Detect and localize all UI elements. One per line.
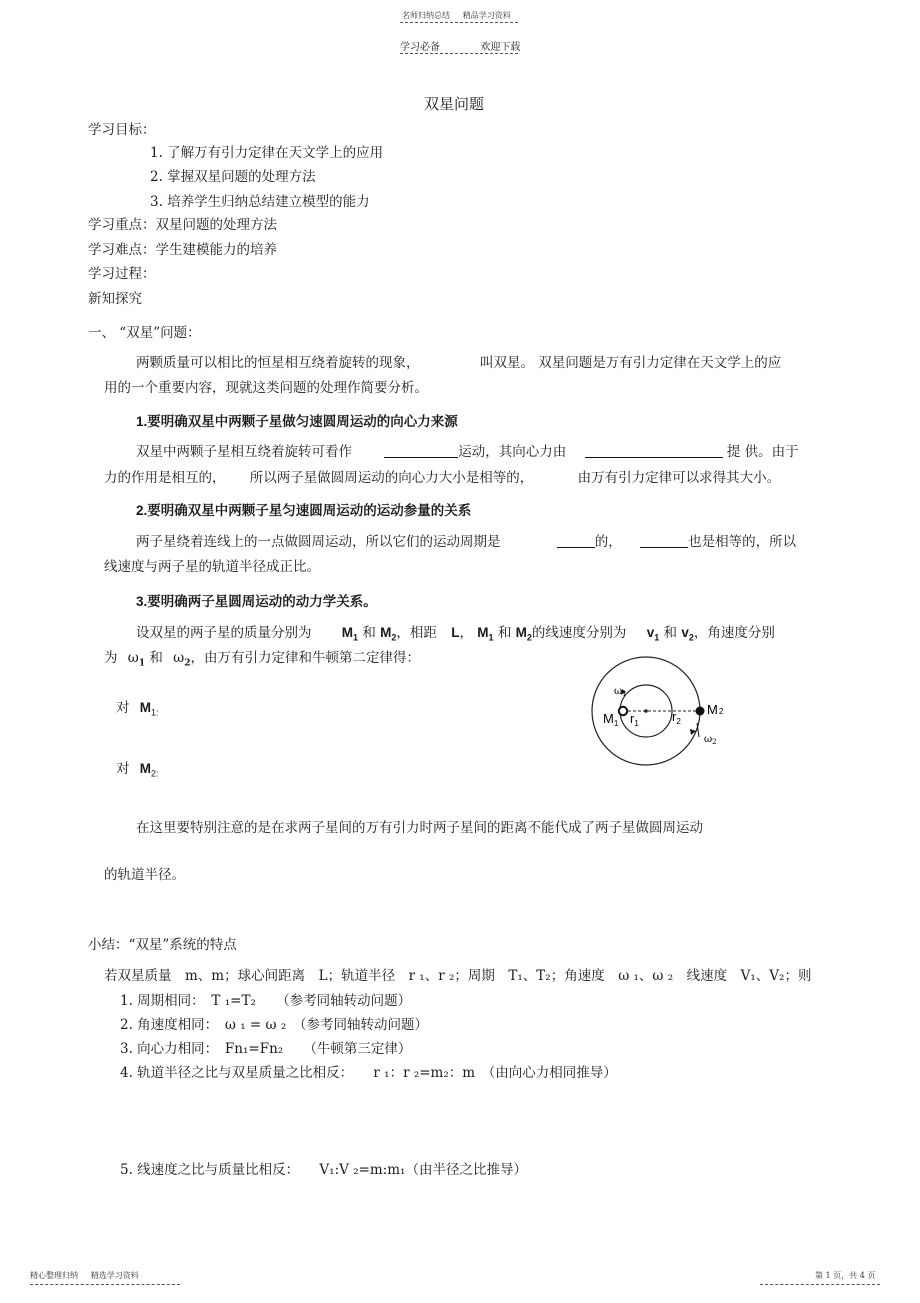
p3-text-and-2: 和: [663, 625, 678, 641]
blank-force-source[interactable]: [585, 443, 723, 458]
note-line-b: 的轨道半径。: [104, 867, 185, 883]
p2-text-b: 的，: [594, 534, 622, 550]
symbol-v2: v: [681, 625, 689, 640]
symbol-v1: v: [646, 625, 655, 640]
p1-text-a: 双星中两颗子星相互绕着旋转可看作: [136, 444, 352, 460]
point-1-title-text: 要明确双星中两颗子星做匀速圆周运动的向心力来源: [147, 414, 458, 430]
summary-item: 2. 角速度相同： ω ₁ = ω ₂ （参考同轴转动问题）: [120, 1017, 428, 1033]
symbol-v2-sub: 2: [688, 632, 694, 643]
p3-text-a: 设双星的两子星的质量分别为: [136, 625, 312, 641]
p3-text-c: ，相距: [396, 625, 437, 641]
symbol-m2-sub: 2: [391, 632, 397, 643]
objectives-label: 学习目标：: [88, 122, 156, 138]
p1-text-e: 所以两子星做圆周运动的向心力大小是相等的，: [249, 470, 534, 486]
header-second: [400, 38, 520, 53]
label-omega-2: $\omega_2$: [704, 734, 717, 746]
p3-text-and: 和: [497, 625, 512, 641]
p1-text-d: 力的作用是相互的，: [104, 470, 226, 486]
section-heading: 一、 “双星”问题：: [88, 325, 201, 341]
intro-text-c: 用的一个重要内容，现就这类问题的处理作简要分析。: [104, 380, 428, 396]
symbol-w1-sub: 1: [138, 658, 146, 669]
point-2-number: 2.: [136, 503, 148, 518]
symbol-l: L: [451, 625, 460, 640]
summary-item: 5. 线速度之比与质量比相反： V₁:V ₂=m:m₁（由半径之比推导）: [120, 1162, 527, 1178]
p2-text-a: 两子星绕着连线上的一点做圆周运动，所以它们的运动周期是: [136, 534, 501, 550]
point-3-title: [136, 590, 377, 610]
point-2-title-text: 要明确双星中两颗子星匀速圆周运动的运动参量的关系: [147, 503, 472, 519]
summary-item: 4. 轨道半径之比与双星质量之比相反： r ₁：r ₂=m₂：m （由向心力相同推导）: [120, 1065, 617, 1081]
point-2-line-2: 线速度与两子星的轨道半径成正比。: [104, 559, 320, 575]
difficulty-line: 学习难点：学生建模能力的培养: [88, 242, 277, 258]
footer-dash-left: [30, 1284, 180, 1285]
symbol-w2: ω: [173, 650, 185, 666]
p3-text-and-3: 和: [149, 650, 163, 666]
focus-line: 学习重点：双星问题的处理方法: [88, 217, 277, 233]
header-dash-2: [400, 53, 518, 54]
p1-text-c: 提 供。由于: [726, 444, 799, 460]
point-2-title: [136, 499, 471, 519]
symbol-m1b-sub: 1: [488, 632, 494, 643]
header-second-right: 欢迎下载: [480, 42, 521, 53]
for-m1-symbol: M: [139, 700, 152, 715]
footer-left-b: 精选学习资料: [90, 1271, 139, 1280]
p3-text-d: ，: [459, 625, 473, 641]
for-m2-label: [116, 757, 159, 779]
point-3-number: 3.: [136, 594, 148, 609]
header-top-right: 精品学习资料: [462, 11, 511, 20]
header-top-left: 名师归纳总结: [402, 11, 450, 20]
footer-page-number: 第 1 页，共 4 页: [815, 1271, 876, 1280]
for-m2-sub: 2:: [151, 768, 159, 779]
label-r2: $r_2$: [672, 709, 681, 726]
binary-star-diagram: [588, 655, 728, 775]
label-omega-1: $\omega_1$: [614, 686, 627, 698]
symbol-m1-sub: 1: [353, 632, 359, 643]
point-1-line-1: [136, 440, 799, 460]
symbol-m1: M: [341, 625, 354, 640]
summary-item: 1. 周期相同： T ₁=T₂ （参考同轴转动问题）: [120, 993, 412, 1009]
point-1-number: 1.: [136, 414, 148, 429]
for-m1-text: 对: [116, 700, 130, 716]
symbol-m2b-sub: 2: [526, 632, 532, 643]
blank-angular-velocity[interactable]: [640, 533, 688, 548]
p3-text-f: ，角速度分别: [693, 625, 775, 641]
objective-item: 1. 了解万有引力定律在天文学上的应用: [150, 145, 384, 161]
header-second-left: 学习必备: [400, 42, 440, 53]
footer-left: [30, 1270, 139, 1281]
point-1-title: [136, 410, 458, 430]
objective-item: 2. 掌握双星问题的处理方法: [150, 169, 316, 185]
symbol-m2-b: M: [515, 625, 527, 640]
blank-period[interactable]: [557, 533, 595, 548]
center-point: [644, 709, 648, 713]
header-top: [402, 10, 511, 21]
point-3-line-2: [104, 646, 420, 669]
for-m1-sub: 1:: [151, 707, 159, 718]
label-m2: M2: [707, 702, 724, 717]
label-r1: $r_1$: [630, 711, 639, 728]
point-3-line-1: [136, 621, 775, 643]
intro-text-b: 叫双星。 双星问题是万有引力定律在天文学上的应: [480, 355, 782, 371]
footer-left-a: 精心整理归纳: [30, 1271, 78, 1280]
label-m1: $M_1$: [603, 711, 619, 728]
note-line-a: 在这里要特别注意的是在求两子星间的万有引力时两子星间的距离不能代成了两子星做圆周运动: [136, 820, 703, 836]
summary-item: 3. 向心力相同： Fn₁=Fn₂ （牛顿第三定律）: [120, 1041, 412, 1057]
summary-heading: 小结：“双星”系统的特点: [88, 937, 237, 953]
p2-text-c: 也是相等的，所以: [688, 534, 797, 550]
p3-text-e: 的线速度分别为: [531, 625, 627, 641]
symbol-v1-sub: 1: [654, 632, 660, 643]
explore-line: 新知探究: [88, 291, 142, 307]
p3-text-b: 和: [362, 625, 376, 641]
star-m1: [619, 707, 627, 715]
symbol-m2: M: [380, 625, 392, 640]
p3-text-h: ，由万有引力定律和牛顿第二定律得：: [190, 650, 420, 666]
symbol-w1: ω: [127, 650, 139, 666]
page-title: 双星问题: [424, 95, 485, 113]
p3-text-g: 为: [104, 650, 118, 666]
p1-text-b: 运动，其向心力由: [458, 444, 567, 460]
star-m2: [696, 707, 705, 716]
footer-dash-right: [760, 1284, 880, 1285]
for-m2-symbol: M: [139, 761, 152, 776]
for-m1-label: [116, 696, 159, 718]
summary-intro: 若双星质量 m、m；球心间距离 L；轨道半径 r ₁、r ₂；周期 T₁、T₂；角速度 ω ₁、ω ₂ 线速度 V₁、V₂；则: [104, 968, 812, 984]
symbol-m1-b: M: [477, 625, 489, 640]
point-2-line-1: [136, 530, 796, 550]
header-dash-1: [400, 22, 518, 23]
for-m2-text: 对: [116, 761, 130, 777]
process-line: 学习过程：: [88, 266, 156, 282]
objective-item: 3. 培养学生归纳总结建立模型的能力: [150, 194, 370, 210]
p1-text-f: 由万有引力定律可以求得其大小。: [577, 470, 781, 486]
point-3-title-text: 要明确两子星圆周运动的动力学关系。: [147, 594, 377, 610]
point-1-line-2: [104, 466, 780, 486]
symbol-w2-sub: 2: [184, 658, 191, 669]
intro-text-a: 两颗质量可以相比的恒星相互绕着旋转的现象，: [136, 355, 420, 371]
blank-motion-type[interactable]: [384, 443, 458, 458]
